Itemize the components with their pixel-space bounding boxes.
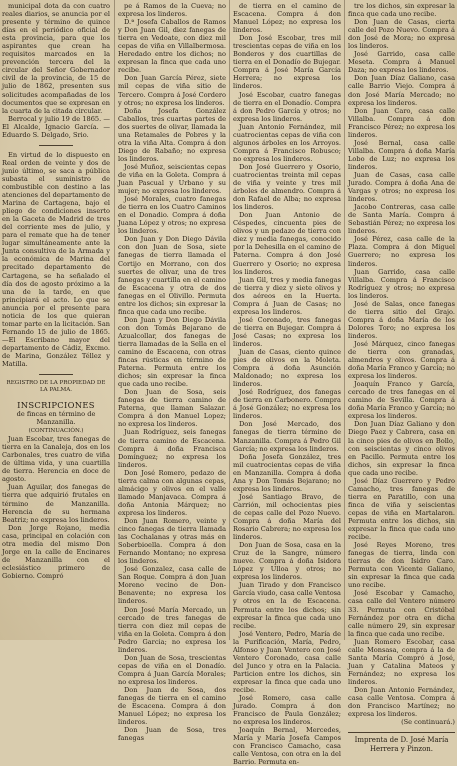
paragraph: José Morales, cuatro fanegas de tierra en los Cuatro Caminos en el Donadio. Compra á doña Juana López y otros; no expresa los linderos. bbox=[118, 195, 226, 236]
paragraph: Don José Romero, pedazo de tierra calma con algunas cepas, almácigo y olivos en el valle llamado Manjavaca. Compra á doña Antonia Márquez; no expresa los linderos. bbox=[118, 468, 226, 517]
paragraph: Don Juan de Sosa, casa en la Cruz de la Sangre, número nueve. Compra á doña Isidora López y Ulloa y otros; no expresa los linderos. bbox=[233, 541, 341, 582]
paragraph: Don Juan de Casas, cierta calle del Pozo Nuevo. Compra á don José de Mora; no expresa los linderos. bbox=[348, 18, 455, 51]
section-heading: INSCRIPCIONES bbox=[17, 400, 95, 411]
paragraph: municipal dota da con cuatro reales diarios, se anuncia por el presente y término de quince días en el periódico oficial de esta provincia, para que los aspirantes que crean ha requisitos marcados en la prevención tercera del la circular del Señor Gobernador civil de la provincia, de 15 de julio de 1862, presenten sus solicitudes acompañadas de los documentos que se expresan en la cuarta de la citada circular. bbox=[2, 2, 110, 115]
paragraph: Don Juan Caro, casa calle Villalba. Compra á don Francisco Pérez; no expresa los linderos. bbox=[348, 106, 455, 139]
continuation-note: (Se continuará.) bbox=[401, 718, 455, 727]
paragraph: Juan Rodríguez, seis fanegas de tierra camino de Escacena. Compra á doña Francisca Domínguez; no expresa los linderos. bbox=[118, 428, 226, 469]
paragraph: Don José Escobar, tres mil trescientas cepas de viña en los Bonderos y dos cuartillas de tierra en el Donadío de Bujegar. Compra á José María García Herrera; no expresa los linderos. bbox=[233, 34, 341, 91]
column-4 bbox=[348, 2, 455, 754]
paragraph: Joaquín Bernal, Mercedes, María y María Josefa Campos con Francisco Camacho, casa calle Ventosa, con otra en la del Barrio. Permuta en- bbox=[233, 726, 341, 766]
paragraph: Don Juan Díaz Galiano, casa calle Barrio Viejo. Compra á don José María Mercado; no expresa los linderos. bbox=[348, 74, 455, 107]
paragraph: de tierra en el camino de Escacena. Compra á don Manuel López; no expresa los linderos. bbox=[233, 2, 341, 35]
paragraph: Joaquín Franco y García, cercado de tres fanegas en el camino de Sevilla. Compra á doña María Franco y García; no expresa los linderos. bbox=[348, 380, 455, 421]
paragraph: Juan de Casas, ciento quince pies de olivos en la Moleta. Compra á doña Asunción Maldonado; no expresa los linderos. bbox=[233, 348, 341, 389]
paragraph: José Rodríguez, dos fanegas de tierra en Carbonero. Compra á José González; no expresa los linderos. bbox=[233, 388, 341, 421]
paragraph: José Escobar, cuatro fanegas de tierra en el Donadío. Compra á don Pedro García y otros; no expresa los linderos. bbox=[233, 90, 341, 123]
paragraph: Juan Aguilar, dos fanegas de tierra que adquirió frutales en término de Manzanilla. Herencia de su hermana Beatriz; no expresa los linderos. bbox=[2, 483, 110, 524]
paragraph: José Romero, casa calle Jurado. Compra á don Francisco de Paula González; no expresa los linderos. bbox=[233, 694, 341, 727]
paragraph: Doña Josefa González Caballos, tres cuartas partes de dos suertes de olivar, llamada la una Retamales de Pobres y la otra la viña Alta. Compra á don Diego de Rabaño; no expresa los linderos. bbox=[118, 106, 226, 163]
column-3 bbox=[233, 2, 341, 766]
paragraph: José Márquez, cinco fanegas de tierra con granadas, almendros y olivos. Compra á doña María Franco y García; no expresa los linderos. bbox=[348, 339, 455, 381]
paragraph: Juan de Casas, casa calle Jurado. Compra á doña Ana de Vargas y otros; no expresa los linderos. bbox=[348, 170, 455, 204]
paragraph: José Ventero, Pedro, María de la Purificación, María, Pedro, Alfonso y Juan Ventero con José Ventero Coronado, casa calle del Junco y otra en la Palacia. Particion entre los dichos, sin expresar la finca que cada uno recibe. bbox=[233, 629, 341, 694]
section-rule bbox=[39, 145, 73, 146]
column-divider bbox=[114, 0, 115, 640]
paragraph: Jacobo Contreras, casa calle de Santa María. Compra á Sebastián Pérez; no expresa los linderos. bbox=[348, 203, 455, 236]
paragraph: Don Juan y Don Diego Dávila con don Juan de Sosa, siete fanegas de tierra llamada el Cortijo en Morrano, con dos suertes de olivar, una de tres fanegas y cuartilla en el camino de Escacena y otra de dos fanegas en el Olivillo. Permuta entre los dichos; sin expresar la finca que cada uno recibe. bbox=[118, 235, 226, 316]
paragraph: Juan Gil, tres y media fanegas de tierra y diez y siete olivos y dos aéreos en la Huerta. Compra á Juan de Casas; no expresa los linderos. bbox=[233, 275, 341, 316]
column-1 bbox=[2, 2, 110, 638]
paragraph: Don Juan García Pérez, siete mil cepas de viña sitio de Tercero. Compra á José Cordero y otros; no expresa los linderos. bbox=[118, 74, 226, 107]
paragraph: Don Juan de Sosa, trescientas cepas de viña en el Donadío. Compra á Juan García Morales; no expresa los linderos. bbox=[118, 653, 226, 686]
paragraph: pe á Ramos de la Cueva; no expresa los linderos. bbox=[118, 2, 226, 19]
paragraph: José Gonzalez, casa calle de San Roque. Compra á don Juan Moreno vecino de Don-Benavente; no expresa los linderos. bbox=[118, 565, 226, 606]
paragraph: José Bernal, casa calle Villalba. Compra á doña María Lobo de Luz; no expresa los linderos. bbox=[348, 138, 455, 171]
paragraph: D.ª Josefa Caballos de Ramos y Don Juan Gil, diez fanegas de tierra en Vedoate, con diez mil cepas de viña en Villalbermosa. Heredado entre los dichos; no expresan la finca que cada uno recibe. bbox=[118, 18, 226, 75]
paragraph: tre los dichos, sin expresar la finca que cada uno recibe. bbox=[348, 2, 455, 19]
paragraph: José Garrido, casa calle Meseta. Compra á Manuel Daza; no expresa los linderos. bbox=[348, 50, 455, 75]
paragraph: Juan Antonio Fernández, mil cuatrocientas cepas de viña con algunos árboles en los Arroyos. Compra á Francisco Robusco; no expresa los linderos. bbox=[233, 122, 341, 163]
paragraph: José Escobar y Camacho, casa calle del Ventero número 33. Permuta con Cristóbal Fernández por otra en dicha calle número 29, sin expresar la finca que cada uno recibe. bbox=[348, 589, 455, 638]
paragraph: Don José Guerrero y Osorio, cuatrocientas treinta mil cepas de viña y veinte y tres mil árboles de almendro. Compra á don Rafael de Alba; no expresa los linderos. bbox=[233, 162, 341, 212]
paragraph: José Muñoz, seiscientas cepas de viña en la Goleta. Compra á Juan Pascual y Urbano y su mujer; no expresa los linderos. bbox=[118, 162, 226, 196]
paragraph: Don Juan y Don Diego Dávila con don Tomás Bejarano de Azualcollar, dos fanegas de tierra llamadas de la Sella en el camino de Escacena, con otras fincas rústicas en término de Paterna. Permuta entre los dichos; sin expresar la finca que cada uno recibe. bbox=[118, 315, 226, 389]
paragraph: Don Juan de Sosa, seis fanegas de tierra camino de Paterna, que llaman Salazar. Compra á don Manuel Lopez; no expresa los linderos. bbox=[118, 388, 226, 429]
paragraph: Don José María Mercado, un cercado de tres fanegas de tierra con diez mil cepas de viña en la Goleta. Compra á don Pedro Garcia; no expresa los linderos. bbox=[118, 605, 226, 654]
paragraph: José Santiago Bravo, de Carrión, mil ochocientas pies de cepas calle del Pozo Nuevo. Compra á doña María del Rosario Cabrera; no expresa los linderos. bbox=[233, 492, 341, 542]
paragraph: Don Juan Antonio de Céspedes, cincuenta pies de olivos y un pedazo de tierra con diez y media fanegas, conocido por la Dehesilla en el camino de Paterna. Compra á don José Guerrero y Osorio; no expresa los linderos. bbox=[233, 211, 341, 276]
paragraph: Berrocal y julio 19 de 1865. —El Alcalde, Ignacio García. —Eduardo S. Delgado, Srio. bbox=[2, 114, 110, 139]
column-divider bbox=[229, 0, 230, 640]
section-kicker: REGISTRO DE LA PROPIEDAD DE LA PALMA. bbox=[6, 380, 106, 394]
paragraph: Juan Garrido, casa calle Villalba. Compra á Francisco Rodríguez y otros; no expresa los linderos. bbox=[348, 267, 455, 300]
paragraph: Don Juan Romero, veinte y cinco fanegas de tierra llamada las Cochalanas y otras más en Soberbioella. Compra á don Fernando Montano; no expresa los linderos. bbox=[118, 517, 226, 566]
paragraph: José Coronado, tres fanegas de tierra en Bujegar. Compra á José Casas; no expresa los linderos. bbox=[233, 315, 341, 348]
paragraph: Doña Josefa González, tres mil cuatrocientas cepas de viña en Manzanilla. Compra á doña Ana y Don Tomás Bejarano; no expresa los linderos. bbox=[233, 452, 341, 493]
paragraph: Juan Escobar, tres fanegas de tierra en la Canaleja, dos en los Carbonales, tres cuatro de viña de última vida, y una cuartilla de tierra. Herencia en doce de agosto. bbox=[2, 435, 110, 484]
paragraph: Juan Tirado y don Francisco García viudo, casa calle Ventosa y otros en la de Escacena. Permuta entre los dichos; sin expresar la finca que cada uno recibe. bbox=[233, 581, 341, 630]
column-2 bbox=[118, 2, 226, 743]
paragraph: Don Juan Díaz Galiano y don Diego Paez y Cabrera, casa en la cinco pies de olivos en Bollo, con seiscientas y cinco olivos en Pacillo. Permuta entre los dichos, sin expresar la finca que cada uno recibe. bbox=[348, 420, 455, 477]
section-subheading: de fincas en término de Manzanilla. bbox=[16, 410, 96, 427]
paragraph: Don Juan de Sosa, dos fanegas de tierra en el camino de Escacena. Compra á don Manuel López; no expresa los linderos. bbox=[118, 685, 226, 727]
paragraph: Don Juan Antonio Fernández, casa calle Ventosa. Compra á don Francisco Martínez; no expresa los linderos. bbox=[348, 685, 455, 719]
paragraph: José Díaz Guerrero y Pedro Camacho, tres fanegas de tierra en Paratillo, con una finca de viña y seiscientas cepas de viña en Martalaron. Permuta entre los dichos, sin expresar la finca que cada uno recibe. bbox=[348, 476, 455, 542]
paragraph: José Reyes Moreno, tres fanegas de tierra, linda con tierras de don Isidro Caro. Permuta con Vicente Galiano, sin expresar la finca que cada uno recibe. bbox=[348, 541, 455, 590]
section-kicker: (CONTINUACIÓN.) bbox=[28, 428, 84, 435]
paragraph: Don José Mercado, dos fanegas de tierra término de Manzanilla. Compra á Pedro Gil García; no expresa los linderos. bbox=[233, 420, 341, 453]
paragraph: Don Juan de Sosa, tres fanegas bbox=[118, 726, 226, 743]
paragraph: En virtud de lo dispuesto en Real orden de veinte y dos de junio último, se saca a pública subasta el suministro de combustible con destino a las atenciones del departamento de Marina de Cartagena, bajo el pliego de condiciones inserto en la Gaceta de Madrid de tres del corriente mes de julio, y para el remate que ha de tener lugar simultáneamente ante la Junta consultiva de la Armada y la económica de Marina del precitado departamento de Cartagena, se ha señalado el día dos de agosto próximo a la una de la tarde, en que principiará el acto. Lo que se anuncia por el presente para noticia de los que quieran tomar parte en la licitación. San Fernando 15 de julio de 1865. —El Escribano mayor del departamento de Cádiz, Excmo. de Marina, González Téllez y Matilla. bbox=[2, 150, 110, 369]
column-divider bbox=[344, 0, 345, 640]
paragraph: Juan Romero Escobar, casa calle Monsasa, compra á la de Santa María Compró á José, Juan y Catalina Mateos y Fernández; no expresa los linderos. bbox=[348, 637, 455, 686]
paragraph: José Pérez, casa calle de la Plaza. Compra á don Miguel Guerrero; no expresa los linderos. bbox=[348, 235, 455, 268]
section-rule bbox=[39, 374, 73, 375]
paragraph: José de Salas, once fanegas de tierra sitio del Grajo. Compra á doña María de los Dolores Toro; no expresa los linderos. bbox=[348, 299, 455, 340]
printer-imprint: Imprenta de D. José María Herrera y Pinzon. bbox=[348, 732, 455, 754]
paragraph: Don Jorge Rojano, media casa, principal en colación con otra media del mismo Don Jorge en la calle de Encinares de Manzanilla con el eclesiástico primero de Gobierno. Compró bbox=[2, 523, 110, 580]
